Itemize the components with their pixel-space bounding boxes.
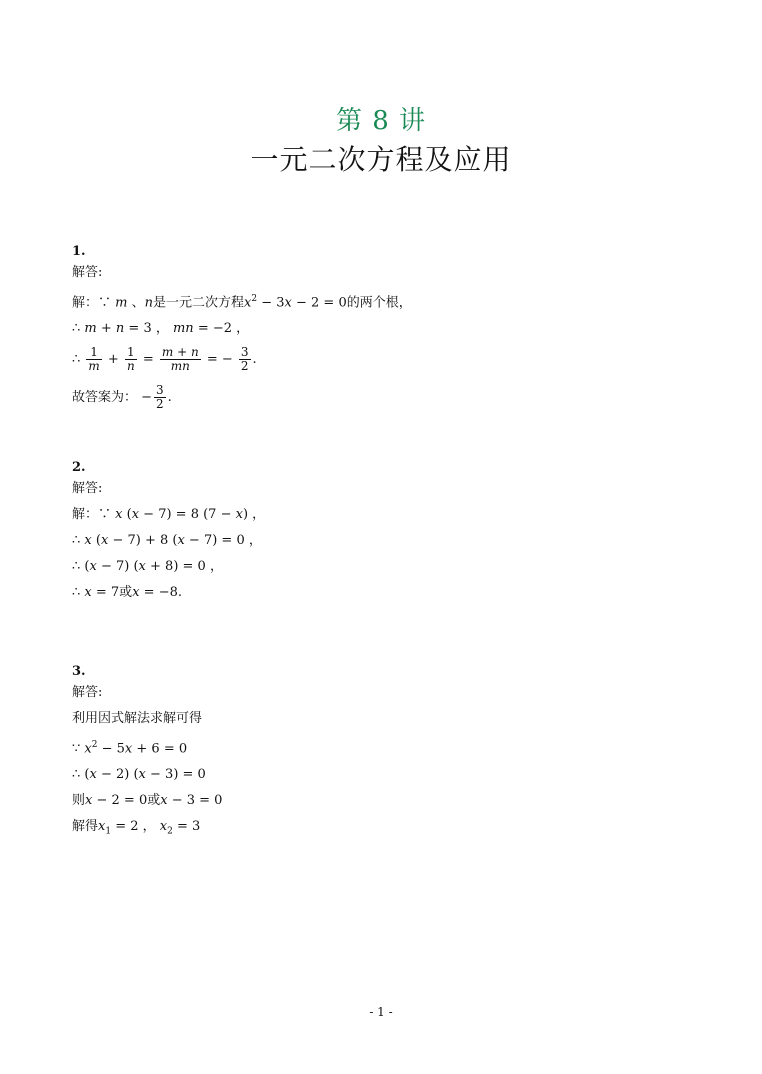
problem-number: 2. [72,460,86,475]
solution-line: 故答案为： − $\frac{3}{2}$ . [72,383,172,412]
solution-line: 解：∵ x (x − 7) = 8 (7 − x) ， [72,507,266,522]
problem-number: 3. [72,664,86,679]
solution-line: 解：∵ m 、n是一元二次方程$x^2 - 3x - 2 = 0$的两个根， [72,294,412,311]
solution-line: ∵ $x^2 - 5x + 6 = 0$ [72,740,188,757]
solution-line: ∴ m + n = 3 ， mn = −2 ， [72,321,250,337]
solution-line: ∴ x (x − 7) + 8 (x − 7) = 0 ， [72,533,262,548]
page-number: - 1 - [369,1005,393,1019]
chapter-heading: 第 8 讲 [335,106,427,136]
solution-line: 则x − 2 = 0或x − 3 = 0 [72,793,223,809]
problem-number: 1. [72,244,86,259]
page-title: 一元二次方程及应用 [250,143,512,176]
solution-line: ∴ x = 7或x = −8. [72,585,182,600]
problem-3 [72,664,712,849]
solution-line: 利用因式解法求解可得 [72,711,203,726]
problem-1 [72,244,712,422]
answer-label: 解答: [72,481,103,496]
problem-2 [72,460,712,610]
answer-label: 解答: [72,265,103,280]
solution-line: ∴ (x − 7) (x + 8) = 0 ， [72,559,223,574]
solution-line: 解得$x_1 = 2$ ， $x_2 = 3$ [72,819,201,837]
solution-line: ∴ (x − 2) (x − 3) = 0 [72,767,206,783]
answer-label: 解答: [72,685,103,700]
solution-line: ∴ $\frac{1}{m}$ + $\frac{1}{n}$ = $\frac{m + n}{mn}$ = − $\frac{3}{2}$ . [72,345,257,374]
